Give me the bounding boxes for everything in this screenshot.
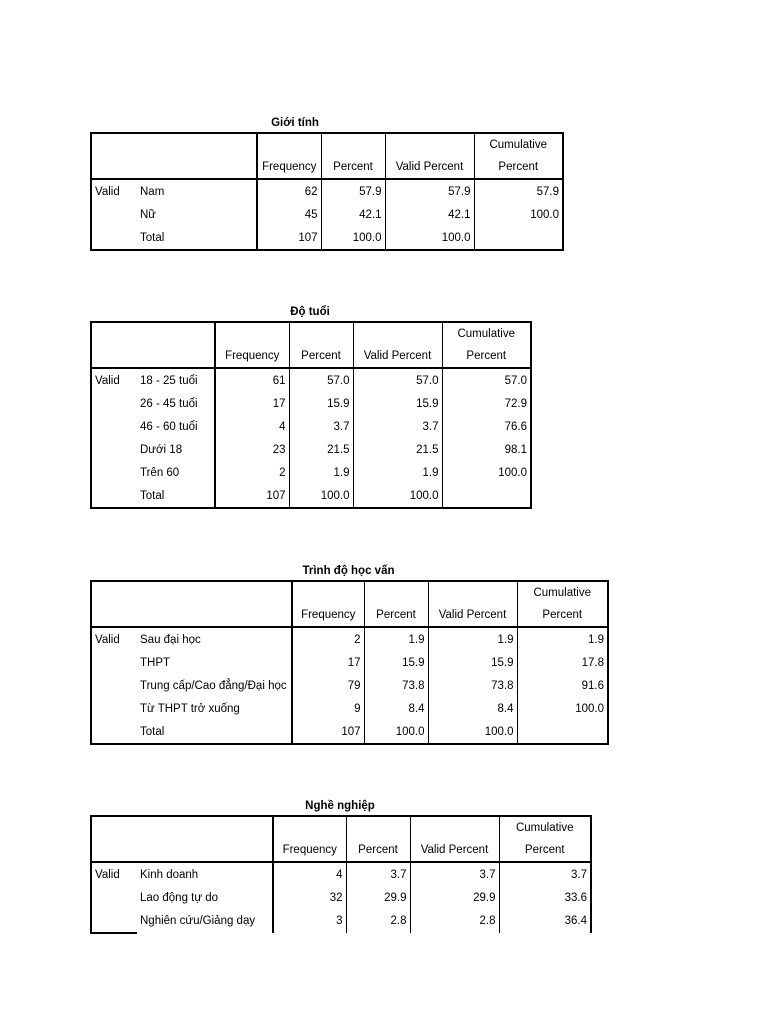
cell-percent: 3.7	[289, 415, 353, 438]
table-row	[91, 909, 591, 933]
header-valid-percent: Valid Percent	[410, 839, 499, 862]
cell-valid-percent: 3.7	[353, 415, 442, 438]
cell-percent: 2.8	[346, 909, 410, 933]
table-row	[91, 368, 531, 392]
cell-cumulative: 1.9	[517, 627, 608, 651]
table-title-trinh-do-hoc-van: Trình độ học vấn	[302, 565, 395, 577]
cell-valid-percent: 29.9	[410, 886, 499, 909]
cell-frequency: 23	[215, 438, 289, 461]
header-valid-percent: Valid Percent	[428, 604, 517, 627]
cell-percent: 29.9	[346, 886, 410, 909]
cell-frequency: 62	[257, 179, 321, 203]
frequency-table-nghe-nghiep	[90, 815, 592, 934]
table-row	[91, 226, 563, 250]
row-label: Dưới 18	[140, 443, 183, 456]
row-label: Total	[140, 231, 165, 244]
cell-frequency: 17	[215, 392, 289, 415]
cell-cumulative: 17.8	[517, 651, 608, 674]
table-title-do-tuoi: Độ tuổi	[290, 306, 330, 318]
header-cumulative-percent: Percent	[442, 345, 531, 368]
cell-valid-percent: 100.0	[385, 226, 474, 250]
header-cumulative-percent: Percent	[517, 604, 608, 627]
cell-cumulative	[442, 484, 531, 508]
table-row	[91, 438, 531, 461]
cell-valid-percent: 57.9	[385, 179, 474, 203]
header-cumulative-percent: Percent	[499, 839, 591, 862]
cell-frequency: 4	[215, 415, 289, 438]
cell-percent: 3.7	[346, 862, 410, 886]
cell-cumulative: 3.7	[499, 862, 591, 886]
cell-cumulative: 100.0	[442, 461, 531, 484]
cell-frequency: 45	[257, 203, 321, 226]
table-row	[91, 651, 608, 674]
cell-cumulative: 91.6	[517, 674, 608, 697]
cell-percent: 73.8	[364, 674, 428, 697]
cell-cumulative: 57.9	[474, 179, 563, 203]
cell-percent: 15.9	[364, 651, 428, 674]
cell-frequency: 79	[292, 674, 364, 697]
row-label: Kinh doanh	[140, 868, 199, 881]
header-valid-percent: Valid Percent	[385, 156, 474, 179]
row-label: 46 - 60 tuổi	[140, 420, 198, 433]
row-label: Total	[140, 725, 165, 738]
cell-cumulative: 100.0	[517, 697, 608, 720]
cell-cumulative: 33.6	[499, 886, 591, 909]
table-row	[91, 627, 608, 651]
table-row	[91, 674, 608, 697]
cell-percent: 42.1	[321, 203, 385, 226]
cell-frequency: 4	[273, 862, 346, 886]
cell-valid-percent: 21.5	[353, 438, 442, 461]
cell-valid-percent: 1.9	[353, 461, 442, 484]
row-label: Nam	[140, 185, 165, 198]
row-label: Trên 60	[140, 466, 180, 479]
cell-frequency: 3	[273, 909, 346, 933]
frequency-table-trinh-do-hoc-van	[90, 580, 609, 745]
cell-frequency: 17	[292, 651, 364, 674]
cell-valid-percent: 15.9	[428, 651, 517, 674]
row-label: Nghiên cứu/Giảng dạy	[140, 915, 256, 927]
cell-frequency: 107	[215, 484, 289, 508]
table-row	[91, 484, 531, 508]
cell-cumulative: 57.0	[442, 368, 531, 392]
row-label: 26 - 45 tuổi	[140, 397, 198, 410]
cell-percent: 1.9	[289, 461, 353, 484]
table-row	[91, 179, 563, 203]
header-valid-percent: Valid Percent	[353, 345, 442, 368]
header-cumulative: Cumulative	[474, 133, 563, 156]
cell-percent: 57.0	[289, 368, 353, 392]
frequency-table-do-tuoi	[90, 321, 532, 509]
row-label: THPT	[140, 656, 171, 669]
cell-valid-percent: 100.0	[353, 484, 442, 508]
cell-frequency: 2	[292, 627, 364, 651]
cell-cumulative	[517, 720, 608, 744]
cell-frequency: 9	[292, 697, 364, 720]
cell-percent: 100.0	[364, 720, 428, 744]
cell-valid-percent: 57.0	[353, 368, 442, 392]
cell-frequency: 107	[292, 720, 364, 744]
valid-label: Valid	[95, 374, 120, 387]
cell-cumulative: 76.6	[442, 415, 531, 438]
cell-cumulative	[474, 226, 563, 250]
cell-frequency: 32	[273, 886, 346, 909]
cell-valid-percent: 1.9	[428, 627, 517, 651]
cell-percent: 100.0	[321, 226, 385, 250]
frequency-table-gioi-tinh	[90, 132, 564, 251]
header-frequency: Frequency	[292, 604, 364, 627]
cell-percent: 1.9	[364, 627, 428, 651]
cell-percent: 15.9	[289, 392, 353, 415]
row-label: Total	[140, 489, 165, 502]
cell-valid-percent: 15.9	[353, 392, 442, 415]
table-row	[91, 203, 563, 226]
cell-cumulative: 98.1	[442, 438, 531, 461]
table-row	[91, 886, 591, 909]
row-label: Từ THPT trở xuống	[140, 702, 240, 715]
table-row	[91, 415, 531, 438]
cell-valid-percent: 2.8	[410, 909, 499, 933]
header-frequency: Frequency	[257, 156, 321, 179]
valid-label: Valid	[95, 868, 120, 881]
cell-frequency: 2	[215, 461, 289, 484]
header-cumulative: Cumulative	[499, 816, 591, 839]
header-cumulative: Cumulative	[517, 581, 608, 604]
table-row	[91, 392, 531, 415]
cell-cumulative: 72.9	[442, 392, 531, 415]
cell-frequency: 107	[257, 226, 321, 250]
valid-label: Valid	[95, 633, 120, 646]
header-frequency: Frequency	[273, 839, 346, 862]
cell-percent: 100.0	[289, 484, 353, 508]
cell-percent: 57.9	[321, 179, 385, 203]
header-frequency: Frequency	[215, 345, 289, 368]
header-cumulative: Cumulative	[442, 322, 531, 345]
cell-percent: 8.4	[364, 697, 428, 720]
row-label: Trung cấp/Cao đẳng/Đại học	[140, 679, 287, 692]
table-row	[91, 720, 608, 744]
valid-label: Valid	[95, 185, 120, 198]
header-percent: Percent	[289, 345, 353, 368]
header-percent: Percent	[364, 604, 428, 627]
table-row	[91, 862, 591, 886]
row-label: 18 - 25 tuổi	[140, 374, 198, 387]
header-percent: Percent	[321, 156, 385, 179]
cell-valid-percent: 3.7	[410, 862, 499, 886]
cell-valid-percent: 73.8	[428, 674, 517, 697]
row-label: Lao động tự do	[140, 891, 219, 904]
cell-valid-percent: 8.4	[428, 697, 517, 720]
row-label: Sau đại học	[140, 633, 201, 646]
table-title-gioi-tinh: Giới tính	[271, 117, 319, 129]
cell-cumulative: 100.0	[474, 203, 563, 226]
header-cumulative-percent: Percent	[474, 156, 563, 179]
header-percent: Percent	[346, 839, 410, 862]
cell-cumulative: 36.4	[499, 909, 591, 933]
cell-frequency: 61	[215, 368, 289, 392]
row-label: Nữ	[140, 208, 157, 221]
table-row	[91, 697, 608, 720]
cell-valid-percent: 42.1	[385, 203, 474, 226]
cell-percent: 21.5	[289, 438, 353, 461]
table-row	[91, 461, 531, 484]
table-title-nghe-nghiep: Nghề nghiệp	[305, 800, 375, 812]
cell-valid-percent: 100.0	[428, 720, 517, 744]
